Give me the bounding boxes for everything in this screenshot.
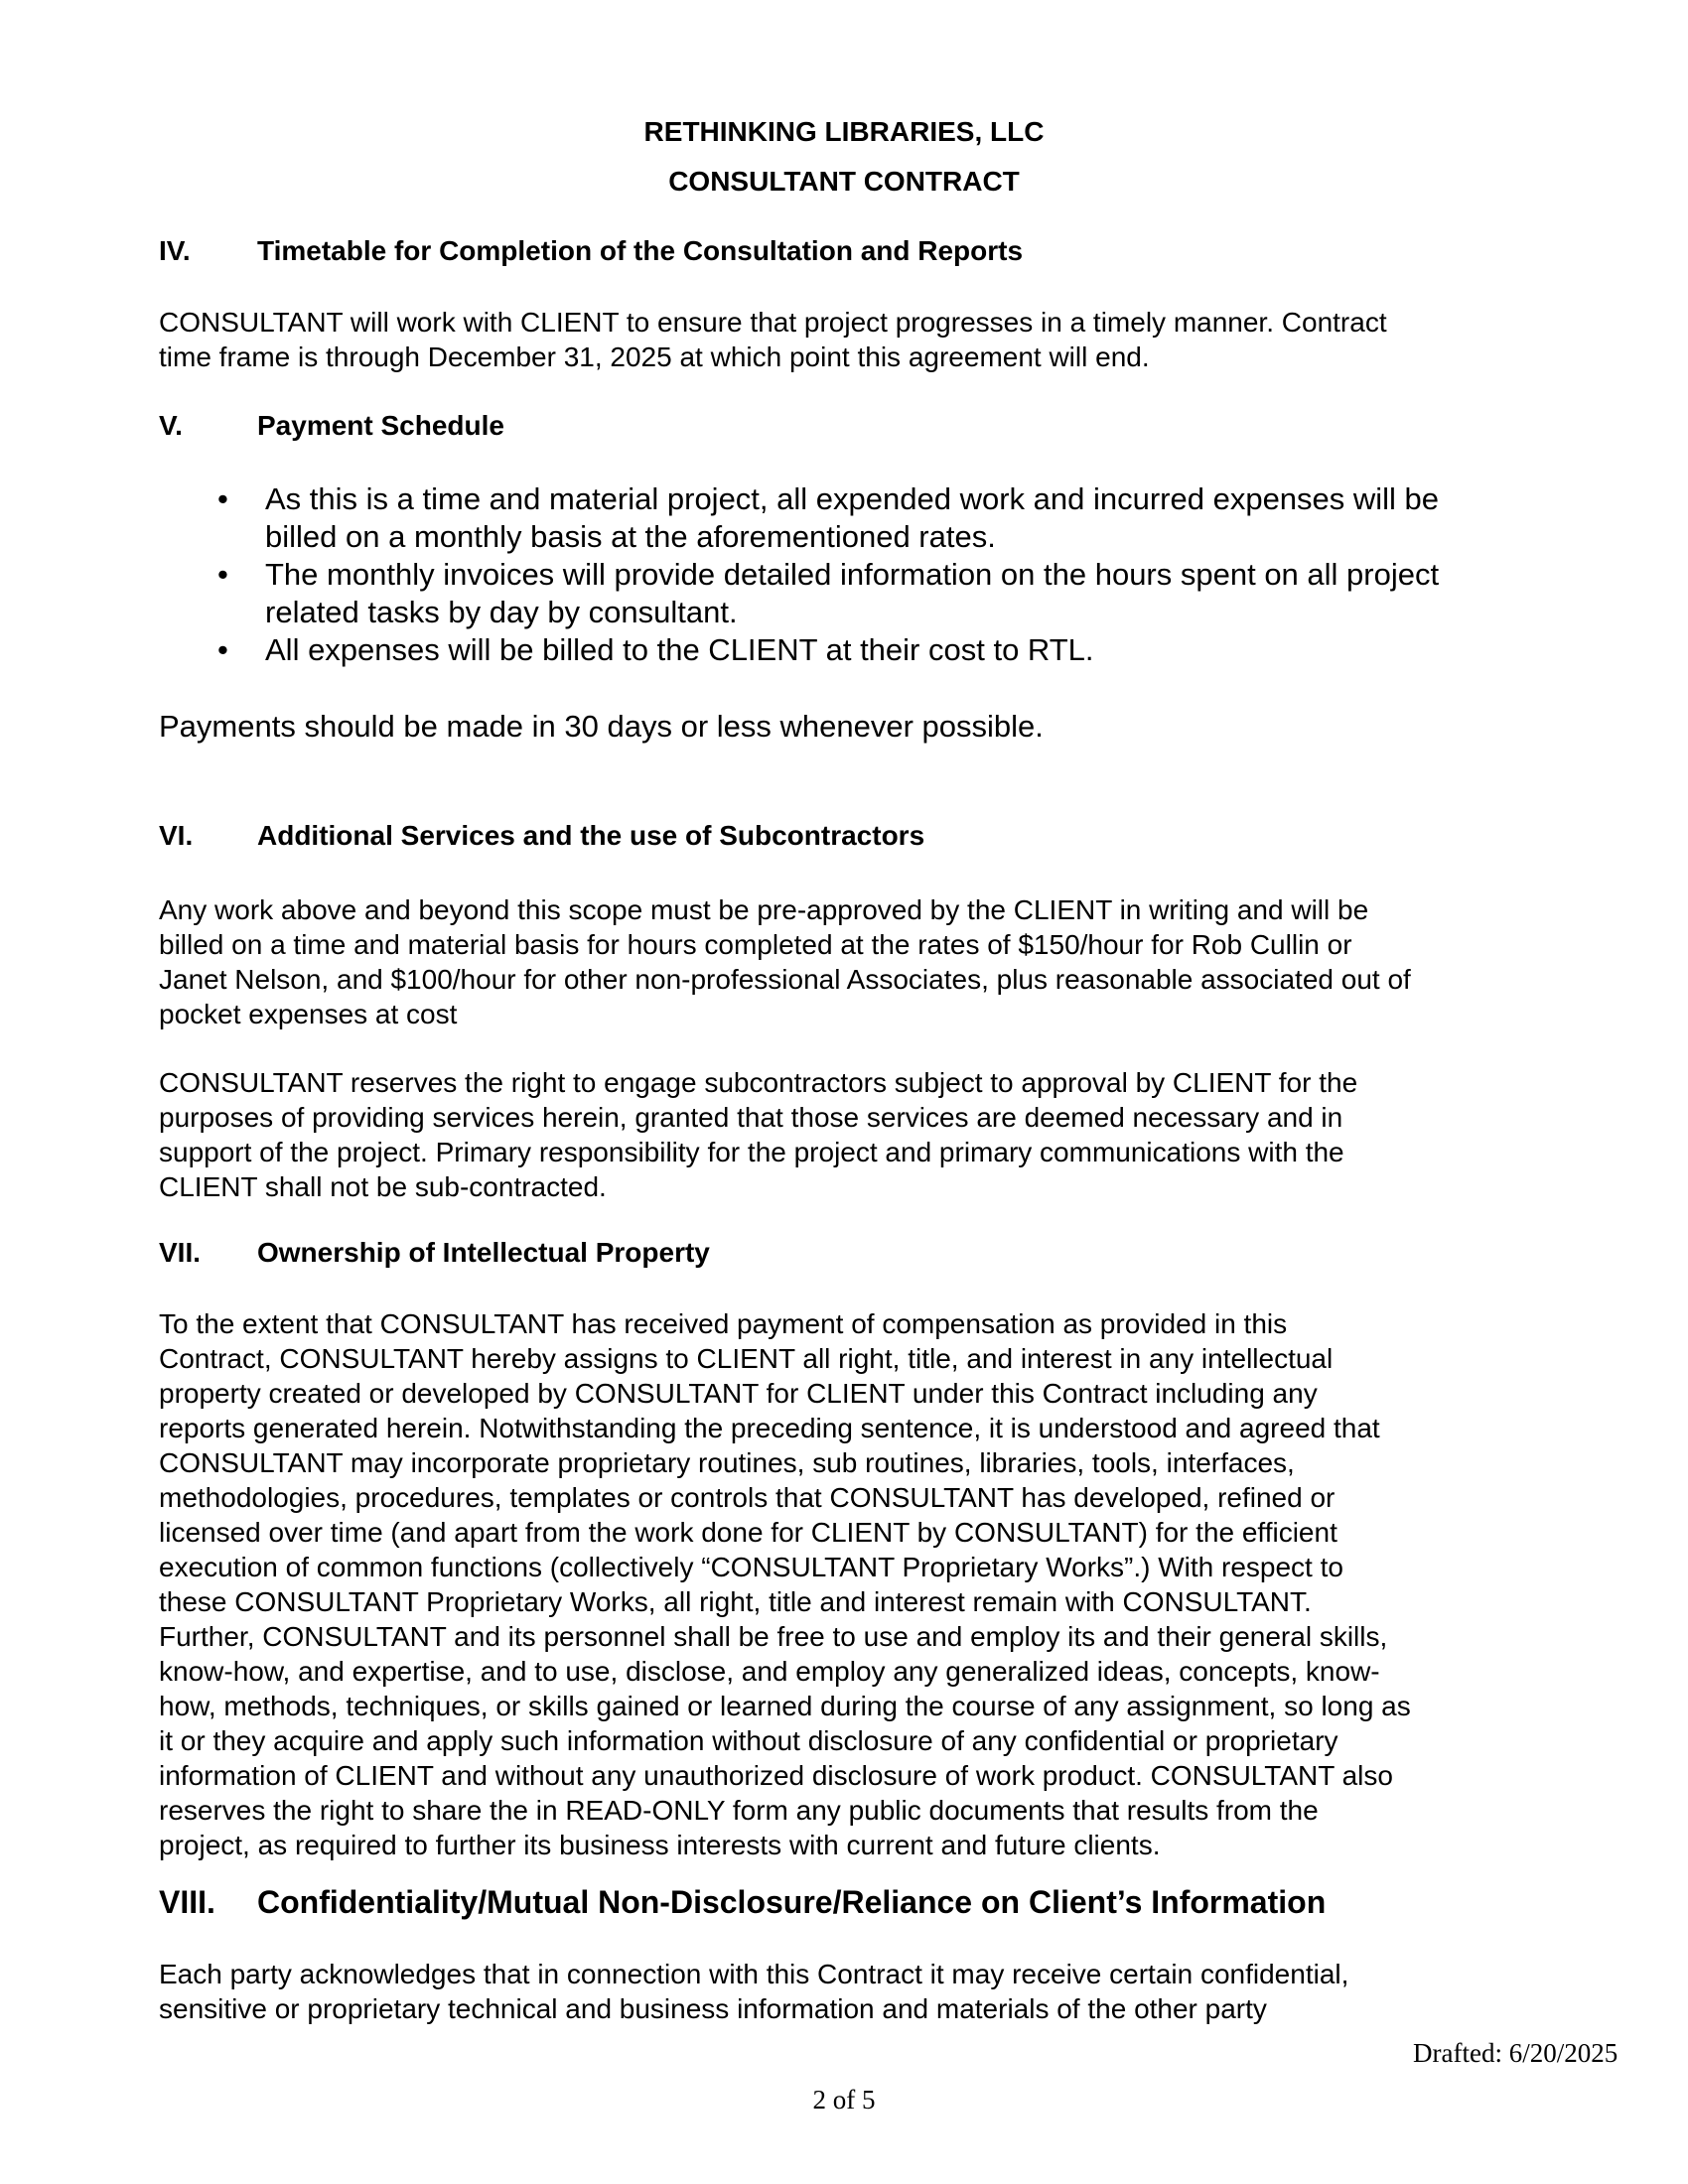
text-line: licensed over time (and apart from the work done for CLIENT by CONSULTANT) for the efficient bbox=[159, 1517, 1337, 1548]
text-line: CONSULTANT reserves the right to engage subcontractors subject to approval by CLIENT for the bbox=[159, 1067, 1358, 1098]
text-line: All expenses will be billed to the CLIENT at their cost to RTL. bbox=[265, 632, 1094, 667]
text-line: sensitive or proprietary technical and business information and materials of the other party bbox=[159, 1993, 1267, 2024]
section-number: IV. bbox=[159, 235, 191, 266]
section-iv-paragraph bbox=[159, 305, 1549, 374]
text-line: reserves the right to share the in READ-ONLY form any public documents that results from the bbox=[159, 1795, 1319, 1826]
text-line: CONSULTANT may incorporate proprietary routines, sub routines, libraries, tools, interfaces, bbox=[159, 1447, 1295, 1478]
bullet-icon: • bbox=[217, 632, 228, 667]
text-line: project, as required to further its business interests with current and future clients. bbox=[159, 1830, 1161, 1860]
section-vi-paragraph-2 bbox=[159, 1065, 1549, 1204]
company-name: RETHINKING LIBRARIES, LLC bbox=[643, 116, 1045, 147]
text-line: know-how, and expertise, and to use, disclose, and employ any generalized ideas, concepts, know- bbox=[159, 1656, 1380, 1687]
text-line: it or they acquire and apply such information without disclosure of any confidential or proprietary bbox=[159, 1725, 1338, 1756]
text-line: these CONSULTANT Proprietary Works, all right, title and interest remain with CONSULTANT. bbox=[159, 1586, 1312, 1617]
text-line: reports generated herein. Notwithstanding the preceding sentence, it is understood and agreed that bbox=[159, 1413, 1380, 1443]
text-line: Each party acknowledges that in connection with this Contract it may receive certain confidential, bbox=[159, 1959, 1349, 1989]
text-line: related tasks by day by consultant. bbox=[265, 595, 738, 629]
text-line: time frame is through December 31, 2025 at which point this agreement will end. bbox=[159, 341, 1150, 372]
section-title: Payment Schedule bbox=[257, 410, 504, 441]
payment-note bbox=[159, 708, 1549, 746]
section-title: Additional Services and the use of Subcontractors bbox=[257, 820, 925, 851]
payment-bullet-list bbox=[159, 480, 1569, 669]
text-line: Any work above and beyond this scope must be pre-approved by the CLIENT in writing and will be bbox=[159, 894, 1369, 925]
text-line: support of the project. Primary responsibility for the project and primary communications with the bbox=[159, 1137, 1344, 1167]
text-line: Payments should be made in 30 days or less whenever possible. bbox=[159, 709, 1044, 744]
bullet-item bbox=[159, 480, 1569, 556]
drafted-date: Drafted: 6/20/2025 bbox=[1413, 2038, 1618, 2068]
text-line: property created or developed by CONSULTANT for CLIENT under this Contract including any bbox=[159, 1378, 1318, 1409]
text-line: billed on a monthly basis at the aforementioned rates. bbox=[265, 519, 996, 554]
section-number: VI. bbox=[159, 820, 194, 851]
bullet-icon: • bbox=[217, 481, 228, 516]
bullet-icon: • bbox=[217, 557, 228, 592]
text-line: execution of common functions (collectively “CONSULTANT Proprietary Works”.) With respect to bbox=[159, 1552, 1343, 1582]
text-line: billed on a time and material basis for hours completed at the rates of $150/hour for Rob Cullin or bbox=[159, 929, 1352, 960]
text-line: Further, CONSULTANT and its personnel shall be free to use and employ its and their general skills, bbox=[159, 1621, 1388, 1652]
text-line: To the extent that CONSULTANT has received payment of compensation as provided in this bbox=[159, 1308, 1288, 1339]
text-line: As this is a time and material project, all expended work and incurred expenses will be bbox=[265, 481, 1440, 516]
text-line: pocket expenses at cost bbox=[159, 999, 458, 1029]
text-line: CLIENT shall not be sub-contracted. bbox=[159, 1171, 607, 1202]
text-line: information of CLIENT and without any unauthorized disclosure of work product. CONSULTANT also bbox=[159, 1760, 1393, 1791]
page-number: 2 of 5 bbox=[812, 2085, 876, 2115]
text-line: Janet Nelson, and $100/hour for other non-professional Associates, plus reasonable associated out of bbox=[159, 964, 1411, 995]
section-title: Ownership of Intellectual Property bbox=[257, 1237, 710, 1268]
document-title: CONSULTANT CONTRACT bbox=[668, 166, 1020, 197]
bullet-item bbox=[159, 556, 1569, 631]
section-title: Confidentiality/Mutual Non-Disclosure/Reliance on Client’s Information bbox=[257, 1884, 1327, 1920]
section-title: Timetable for Completion of the Consultation and Reports bbox=[257, 235, 1024, 266]
text-line: methodologies, procedures, templates or controls that CONSULTANT has developed, refined or bbox=[159, 1482, 1336, 1513]
text-line: Contract, CONSULTANT hereby assigns to CLIENT all right, title, and interest in any intellectual bbox=[159, 1343, 1334, 1374]
text-line: The monthly invoices will provide detailed information on the hours spent on all project bbox=[265, 557, 1440, 592]
text-line: purposes of providing services herein, granted that those services are deemed necessary and in bbox=[159, 1102, 1343, 1133]
section-viii-paragraph bbox=[159, 1957, 1549, 2026]
section-number: VIII. bbox=[159, 1884, 215, 1920]
section-vii-paragraph bbox=[159, 1306, 1549, 1862]
text-line: how, methods, techniques, or skills gained or learned during the course of any assignment, so long as bbox=[159, 1691, 1411, 1721]
section-number: VII. bbox=[159, 1237, 202, 1268]
section-number: V. bbox=[159, 410, 183, 441]
section-vi-paragraph-1 bbox=[159, 892, 1549, 1031]
text-line: CONSULTANT will work with CLIENT to ensure that project progresses in a timely manner. Contract bbox=[159, 307, 1387, 338]
bullet-item bbox=[159, 631, 1569, 669]
